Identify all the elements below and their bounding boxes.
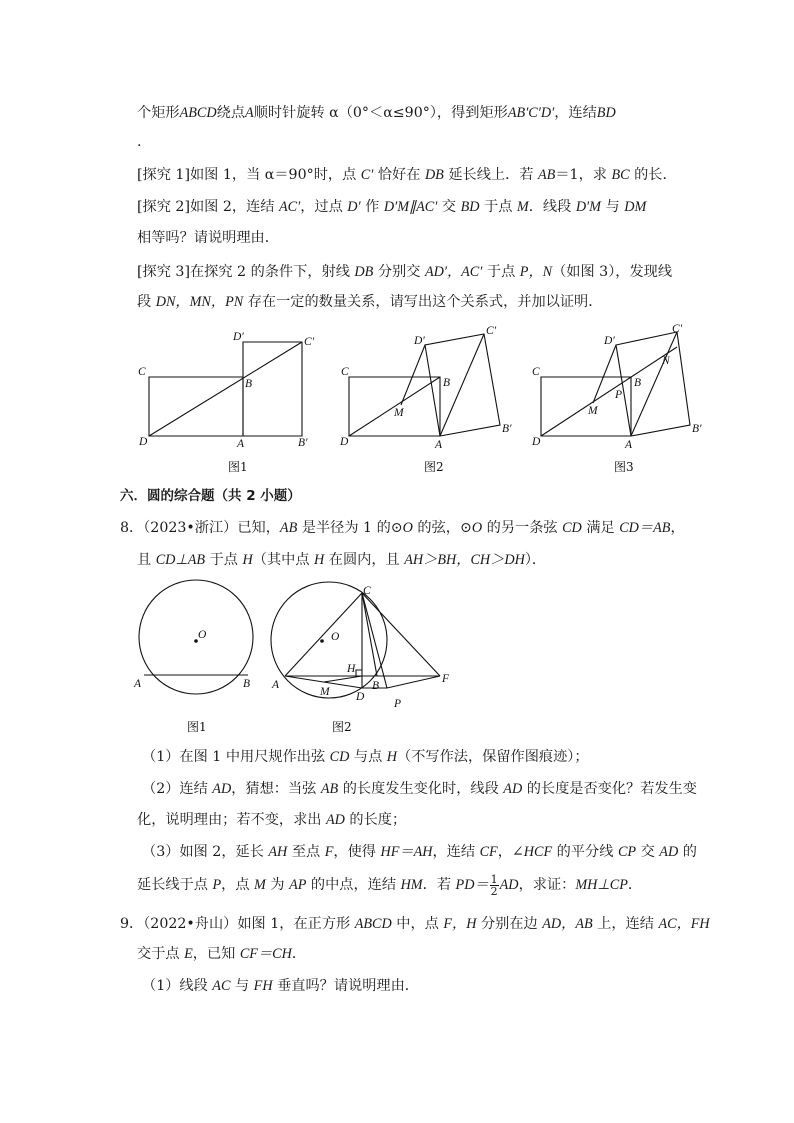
q8-figure-1 <box>132 582 262 737</box>
q9-part-1: （1）线段 AC 与 FH 垂直吗？请说明理由． <box>142 978 419 994</box>
figure-3 <box>530 320 730 475</box>
circle-o <box>139 580 253 694</box>
figure-2 <box>336 320 526 475</box>
section-heading: 六．圆的综合题（共 2 小题） <box>120 488 301 504</box>
explore-2-line-2: 相等吗？请说明理由． <box>137 230 279 246</box>
label-c-prime: C′ <box>304 336 315 348</box>
q8-fig1-caption: 图1 <box>187 720 207 734</box>
label-a: A <box>237 438 245 450</box>
explore-2-line-1: [探究 2]如图 2，连结 AC′，过点 D′ 作 D′M∥AC′ 交 BD 于点 M．线段 D′M 与 DM <box>137 199 647 215</box>
label-n: N <box>662 355 670 367</box>
label-b-prime: B′ <box>502 423 512 435</box>
label-b: B <box>243 678 251 690</box>
label-b: B <box>372 680 380 692</box>
label-c: C <box>138 366 146 378</box>
q8-part-3-line-1: （3）如图 2，延长 AH 至点 F，使得 HF＝AH，连结 CF，∠HCF 的平分线 CP 交 AD 的 <box>142 844 697 860</box>
q8-fig2-caption: 图2 <box>332 720 352 734</box>
label-a: A <box>272 679 280 691</box>
label-c-prime: C′ <box>486 325 497 337</box>
q8-part-1: （1）在图 1 中用尺规作出弦 CD 与点 H（不写作法，保留作图痕迹）； <box>142 749 589 765</box>
segment-cf <box>362 593 440 676</box>
q9-line-2: 交于点 E，已知 CF＝CH． <box>137 946 307 962</box>
q9-line-1: 9．（2022•舟山）如图 1，在正方形 ABCD 中，点 F，H 分别在边 AD，AB 上，连结 AC，FH <box>120 916 710 932</box>
segment-cb <box>362 593 377 676</box>
fig3-caption: 图3 <box>614 460 634 474</box>
intro-line-1: 个矩形ABCD绕点A顺时针旋转 α（0°＜α≤90°），得到矩形AB′C′D′，连结BD <box>137 105 616 121</box>
label-d-prime: D′ <box>414 335 425 347</box>
figure-1 <box>136 325 326 475</box>
label-c: C <box>532 366 540 378</box>
q8-figure-2 <box>262 582 462 737</box>
label-o: O <box>198 629 207 641</box>
label-a: A <box>435 439 443 451</box>
fig2-caption: 图2 <box>424 460 444 474</box>
label-d-prime: D′ <box>604 335 615 347</box>
label-c: C <box>341 366 349 378</box>
segment-mh <box>324 676 362 682</box>
label-d: D <box>532 436 541 448</box>
explore-1: [探究 1]如图 1，当 α＝90°时，点 C′ 恰好在 DB 延长线上．若 AB＝1，求 BC 的长． <box>137 167 677 183</box>
fraction-one-half: $\frac{1}{2}$ <box>490 872 498 898</box>
q8-part-3-line-2: 延长线于点 P，点 M 为 AP 的中点，连结 HM．若 PD＝ $\frac{1}{2}$ AD，求证：MH⊥CP． <box>137 872 643 898</box>
explore-3-line-2: 段 DN，MN，PN 存在一定的数量关系，请写出这个关系式，并加以证明． <box>137 294 603 310</box>
label-m: M <box>588 405 598 417</box>
label-m: M <box>394 407 404 419</box>
q8-part-2-line-1: （2）连结 AD，猜想：当弦 AB 的长度发生变化时，线段 AD 的长度是否变化？若发生变 <box>142 781 697 797</box>
q8-line-2: 且 CD⊥AB 于点 H（其中点 H 在圆内，且 AH＞BH，CH＞DH）． <box>137 552 547 568</box>
circle-o <box>271 582 387 698</box>
q8-line-1: 8．（2023•浙江）已知，AB 是半径为 1 的⊙O 的弦，⊙O 的另一条弦 CD 满足 CD＝AB， <box>120 520 685 536</box>
label-b-prime: B′ <box>692 423 702 435</box>
intro-line-2: . <box>137 134 142 150</box>
q8-part-2-line-2: 化，说明理由；若不变，求出 AD 的长度； <box>137 812 407 828</box>
label-p: P <box>394 698 402 710</box>
label-d-prime: D′ <box>233 331 244 343</box>
label-b: B <box>245 378 253 390</box>
label-o: O <box>331 631 340 643</box>
label-m: M <box>320 686 330 698</box>
segment-db-extended <box>149 342 302 436</box>
segment-cp <box>362 593 387 688</box>
label-h: H <box>347 663 356 675</box>
rectangle-ab-c-d-prime <box>616 332 690 436</box>
label-c: C <box>363 585 371 597</box>
label-d: D <box>139 436 148 448</box>
label-d: D <box>356 691 365 703</box>
label-b: B <box>443 377 451 389</box>
label-b: B <box>634 377 642 389</box>
label-d: D <box>340 436 349 448</box>
ray-db <box>541 347 677 436</box>
label-p: P <box>615 389 623 401</box>
label-f: F <box>442 673 450 685</box>
center-point <box>320 639 324 643</box>
right-angle-mark <box>356 670 362 676</box>
label-c-prime: C′ <box>672 323 683 335</box>
label-a: A <box>134 678 142 690</box>
fig1-caption: 图1 <box>228 460 248 474</box>
label-b-prime: B′ <box>298 437 308 449</box>
explore-3-line-1: [探究 3]在探究 2 的条件下，射线 DB 分别交 AD′，AC′ 于点 P，N（如图 3），发现线 <box>137 264 673 280</box>
label-a: A <box>625 439 633 451</box>
segment-d-prime-m <box>401 345 425 405</box>
